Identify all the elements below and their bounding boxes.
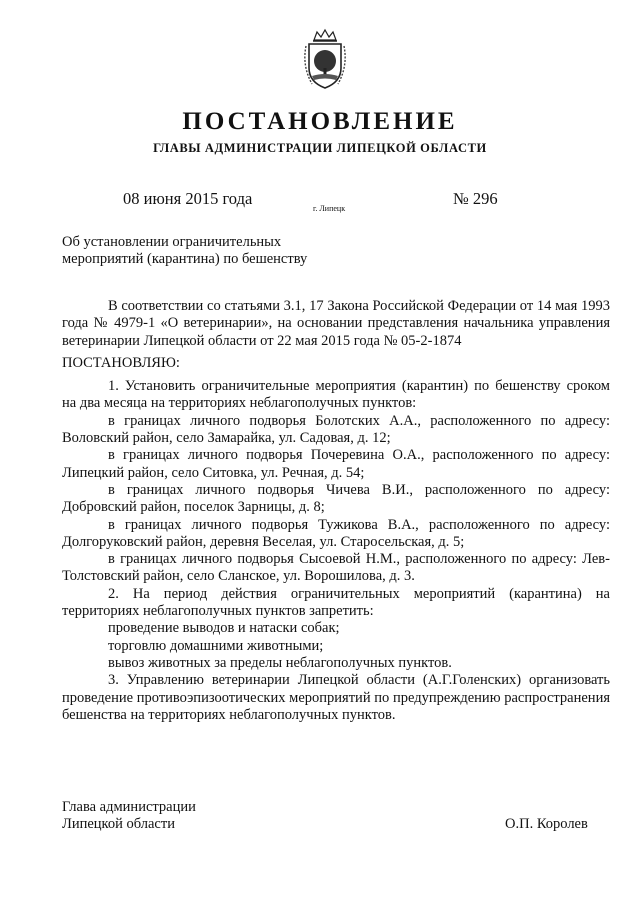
clause-2-item: проведение выводов и натаски собак;	[108, 620, 340, 637]
clause-1-item: в границах личного подворья Чичева В.И., расположенного по адресу: Добровский район, поселок Зарницы, д. 8;	[62, 481, 610, 516]
clause-2-item: вывоз животных за пределы неблагополучных пунктов.	[108, 654, 452, 671]
clause-1-item: в границах личного подворья Сысоевой Н.М., расположенного по адресу: Лев-Толстовский район, село Сланское, ул. Ворошилова, д. 3.	[62, 551, 610, 585]
document-city: г. Липецк	[313, 204, 346, 213]
document-title: ПОСТАНОВЛЕНИЕ	[182, 108, 458, 135]
signature-name: О.П. Королев	[505, 816, 588, 832]
clause-1-item: в границах личного подворья Тужикова В.А., расположенного по адресу: Долгоруковский район, деревня Веселая, ул. Старосельская, д. 5;	[62, 516, 610, 550]
clause-3: 3. Управлению ветеринарии Липецкой области (А.Г.Голенских) организовать проведение противоэпизоотических мероприятий по предупреждению распространения бешенства на территориях неблагополучных пунктов.	[62, 672, 610, 723]
signature-position-line: Липецкой области	[62, 816, 175, 833]
signature-position-line: Глава администрации	[62, 799, 196, 815]
intro-paragraph: В соответствии со статьями 3.1, 17 Закона Российской Федерации от 14 мая 1993 года № 4979-1 «О ветеринарии», на основании представления начальника управления ветеринарии Липецкой области от 22 мая 2015 года № 05-2-1874	[62, 298, 610, 349]
document-subject	[62, 234, 362, 268]
clause-1-item: в границах личного подворья Почеревина О.А., расположенного по адресу: Липецкий район, село Ситовка, ул. Речная, д. 54;	[62, 447, 610, 481]
document-subtitle: ГЛАВЫ АДМИНИСТРАЦИИ ЛИПЕЦКОЙ ОБЛАСТИ	[153, 141, 487, 155]
clause-1-item: в границах личного подворья Болотских А.А., расположенного по адресу: Воловский район, село Замарайка, ул. Садовая, д. 12;	[62, 412, 610, 447]
clause-2: 2. На период действия ограничительных мероприятий (карантина) на территориях неблагополучных пунктов запретить:	[62, 585, 610, 620]
clause-1: 1. Установить ограничительные мероприятия (карантин) по бешенству сроком на два месяца на территориях неблагополучных пунктов:	[62, 378, 610, 412]
document-body	[62, 298, 610, 724]
signature-position	[62, 799, 196, 834]
subject-line: Об установлении ограничительных	[62, 234, 282, 250]
clause-2-item: торговлю домашними животными;	[108, 637, 324, 654]
decree-heading: ПОСТАНОВЛЯЮ:	[62, 354, 180, 371]
subject-line: мероприятий (карантина) по бешенству	[62, 251, 308, 267]
document-date: 08 июня 2015 года	[123, 189, 253, 208]
document-number: № 296	[453, 189, 498, 208]
coat-of-arms-icon	[300, 28, 350, 90]
